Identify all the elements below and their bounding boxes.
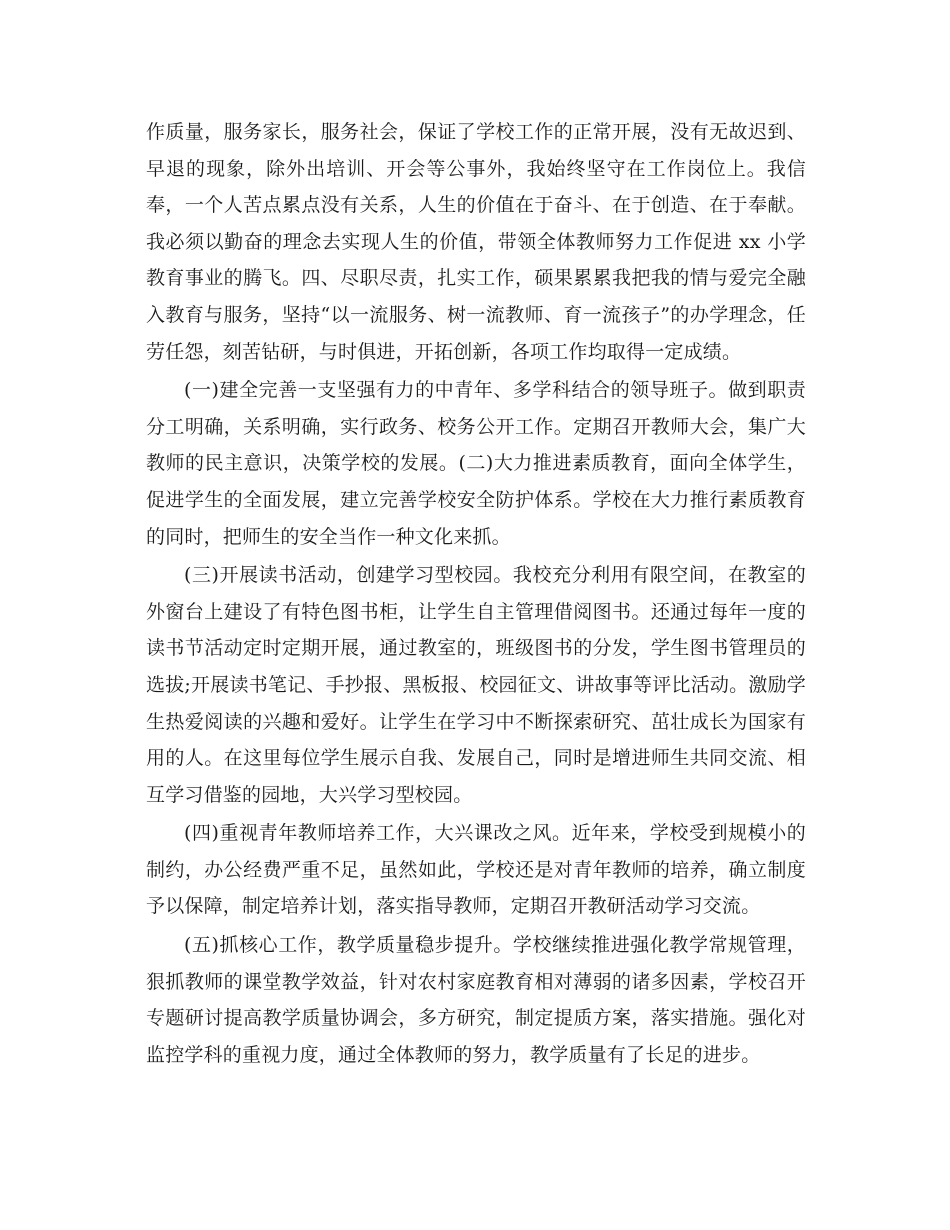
paragraph-section-1-2: (一)建全完善一支坚强有力的中青年、多学科结合的领导班子。做到职责分工明确，关系明确，实行政务、校务公开工作。定期召开教师大会，集广大教师的民主意识，决策学校的发展。(二)大力推进素质教育，面向全体学生，促进学生的全面发展，建立完善学校安全防护体系。学校在大力推行素质教育的同时，把师生的安全当作一种文化来抓。	[146, 379, 806, 548]
paragraph-continuation: 作质量，服务家长，服务社会，保证了学校工作的正常开展，没有无故迟到、早退的现象，除外出培训、开会等公事外，我始终坚守在工作岗位上。我信奉，一个人苦点累点没有关系，人生的价值在于奋斗、在于创造、在于奉献。我必须以勤奋的理念去实现人生的价值，带领全体教师努力工作促进 xx 小学教育事业的腾飞。四、尽职尽责，扎实工作，硕果累累我把我的情与爱完全融入教育与服务，坚持“以一流服务、树一流教师、育一流孩子”的办学理念，任劳任怨，刻苦钻研，与时俱进，开拓创新，各项工作均取得一定成绩。	[146, 121, 806, 363]
paragraph-section-5: (五)抓核心工作，教学质量稳步提升。学校继续推进强化教学常规管理，狠抓教师的课堂教学效益，针对农村家庭教育相对薄弱的诸多因素，学校召开专题研讨提高教学质量协调会，多方研究，制定提质方案，落实措施。强化对监控学科的重视力度，通过全体教师的努力，教学质量有了长足的进步。	[146, 934, 806, 1066]
paragraph-section-4: (四)重视青年教师培养工作，大兴课改之风。近年来，学校受到规模小的制约，办公经费严重不足，虽然如此，学校还是对青年教师的培养，确立制度予以保障，制定培养计划，落实指导教师，定期召开教研活动学习交流。	[146, 822, 806, 918]
paragraph-section-3: (三)开展读书活动，创建学习型校园。我校充分利用有限空间，在教室的外窗台上建设了有特色图书柜，让学生自主管理借阅图书。还通过每年一度的读书节活动定时定期开展，通过教室的，班级图书的分发，学生图书管理员的选拔;开展读书笔记、手抄报、黑板报、校园征文、讲故事等评比活动。激励学生热爱阅读的兴趣和爱好。让学生在学习中不断探索研究、茁壮成长为国家有用的人。在这里每位学生展示自我、发展自己，同时是增进师生共同交流、相互学习借鉴的园地，大兴学习型校园。	[146, 564, 806, 806]
document-page	[146, 114, 806, 1075]
